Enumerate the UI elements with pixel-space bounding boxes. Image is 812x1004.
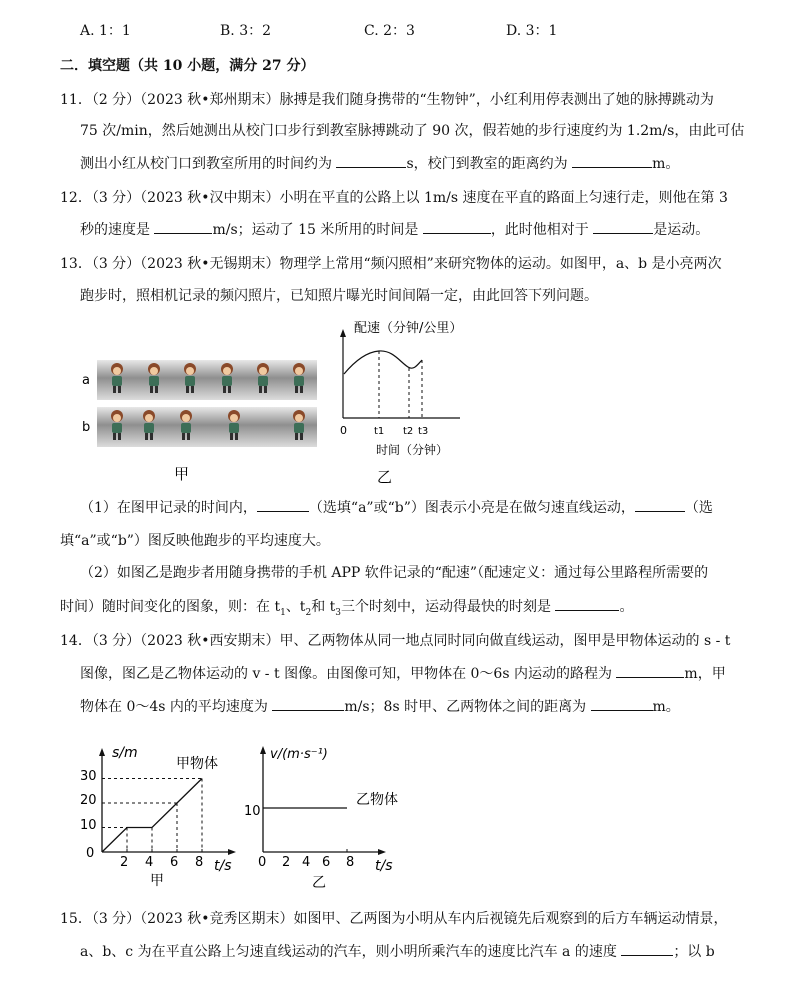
pace-tick-t2: t2 [403, 426, 414, 437]
vt-series-name: 乙物体 [356, 792, 398, 808]
st-xtick-6: 6 [170, 855, 179, 870]
q13-p1-text-c: （选 [684, 500, 713, 516]
choice-d: D. 3：1 [506, 23, 558, 39]
pace-ylabel: 配速（分钟/公里） [354, 321, 463, 336]
q12-line2 [80, 219, 709, 240]
st-ytick-20: 20 [80, 793, 97, 808]
q13-line2: 跑步时，照相机记录的频闪照片，已知照片曝光时间间隔一定，由此回答下列问题。 [80, 288, 598, 304]
q13-pace-chart [330, 312, 470, 490]
vt-caption: 乙 [312, 875, 326, 891]
st-xtick-4: 4 [145, 855, 154, 870]
q11-line1: 11．（2 分）（2023 秋•郑州期末）脉搏是我们随身携带的“生物钟”，小红利用停表测出了她的脉搏跳动为 [60, 92, 714, 108]
st-ytick-10: 10 [80, 818, 97, 833]
subscript-2: 2 [305, 607, 312, 618]
q13-blank-fastest[interactable] [555, 596, 619, 611]
q11-line2: 75 次/min，然后她测出从校门口步行到教室脉搏跳动了 90 次，假若她的步行速度约为 1.2m/s，由此可估 [80, 123, 745, 139]
row-b-label: b [82, 420, 91, 435]
q12-text-c: ，此时他相对于 [490, 222, 589, 238]
q11-blank-time[interactable] [336, 153, 406, 168]
strip-a [97, 360, 317, 400]
q13-part2: （2）如图乙是跑步者用随身携带的手机 APP 软件记录的“配速”（配速定义：通过每公里路程所需要的 [80, 565, 709, 581]
choice-c: C. 2：3 [364, 23, 415, 39]
st-ytick-0: 0 [86, 846, 95, 861]
q13-part2-cont [60, 596, 633, 618]
q14-line2 [80, 663, 726, 684]
x-axis-arrow [378, 849, 386, 855]
vt-xtick-4: 4 [302, 855, 311, 870]
q13-p2-end: 。 [619, 599, 634, 615]
q15-line1: 15．（3 分）（2023 秋•竞秀区期末）如图甲、乙两图为小明从车内后视镜先后观察到的后方车辆运动情景， [60, 911, 728, 927]
fig-jia-caption: 甲 [174, 465, 190, 483]
q14-blank-avg-speed[interactable] [272, 696, 344, 711]
q15-blank-compare[interactable] [621, 941, 673, 956]
q14-text-c: 物体在 0～4s 内的平均速度为 [80, 699, 268, 715]
q12-blank-reference[interactable] [593, 219, 653, 234]
y-axis-arrow [99, 748, 105, 756]
st-series-name: 甲物体 [176, 756, 218, 772]
q14-line1: 14．（3 分）（2023 秋•西安期末）甲、乙两物体从同一地点同时同向做直线运动，图甲是甲物体运动的 s - t [60, 633, 731, 649]
vt-ylabel: v/(m·s⁻¹) [270, 747, 328, 762]
q11-text-a: 测出小红从校门口到教室所用的时间约为 [80, 156, 332, 172]
st-caption: 甲 [150, 873, 164, 889]
q13-p1-text-a: （1）在图甲记录的时间内， [80, 500, 257, 516]
q13-blank-uniform[interactable] [257, 497, 309, 512]
q11-text-b: s，校门到教室的距离约为 [406, 156, 568, 172]
y-axis-arrow [260, 746, 266, 754]
q14-text-d: m/s；8s 时甲、乙两物体之间的距离为 [344, 699, 587, 715]
subscript-1: 1 [280, 607, 286, 618]
st-ylabel: s/m [112, 745, 138, 761]
pace-xlabel: 时间（分钟） [376, 443, 449, 457]
q12-text-d: 是运动。 [653, 222, 710, 238]
q13-p2-text: 时间）随时间变化的图象，则：在 t [60, 599, 281, 615]
q14-line3 [80, 696, 680, 717]
q13-part1 [80, 497, 713, 518]
st-xlabel: t/s [214, 858, 232, 874]
pace-tick-t3: t3 [418, 426, 429, 437]
vt-xtick-0: 0 [258, 855, 267, 870]
q13-p2-text: 三个时刻中，运动得最快的时刻是 [341, 599, 551, 615]
vt-xtick-6: 6 [322, 855, 331, 870]
strip-b [97, 407, 317, 447]
q14-blank-gap[interactable] [591, 696, 653, 711]
q14-st-chart [80, 742, 250, 892]
q13-line1: 13．（3 分）（2023 秋•无锡期末）物理学上常用“频闪照相”来研究物体的运动。如图甲，a、b 是小亮两次 [60, 256, 722, 272]
q11-line3 [80, 153, 679, 174]
q15-text-a: a、b、c 为在平直公路上匀速直线运动的汽车，则小明所乘汽车的速度比汽车 a 的速度 [80, 944, 617, 960]
x-axis-arrow [228, 849, 236, 855]
q11-text-c: m。 [652, 156, 680, 172]
pace-tick-0: 0 [340, 424, 347, 437]
pace-tick-t1: t1 [374, 426, 385, 437]
st-xtick-8: 8 [195, 855, 204, 870]
q15-line2 [80, 941, 715, 962]
q13-strobe-figure [80, 355, 320, 485]
q13-blank-faster[interactable] [635, 497, 685, 512]
q13-p1-text-b: （选填“a”或“b”）图表示小亮是在做匀速直线运动， [308, 500, 635, 516]
q14-text-a: 图像，图乙是乙物体运动的 v - t 图像。由图像可知，甲物体在 0～6s 内运动的路程为 [80, 666, 612, 682]
section-title: 二．填空题（共 10 小题，满分 27 分） [60, 58, 315, 74]
q13-p2-text: 、t [285, 599, 306, 615]
st-ytick-30: 30 [80, 769, 97, 784]
q12-line1: 12．（3 分）（2023 秋•汉中期末）小明在平直的公路上以 1m/s 速度在平直的路面上匀速行走，则他在第 3 [60, 190, 728, 206]
q12-text-b: m/s；运动了 15 米所用的时间是 [212, 222, 419, 238]
q14-text-e: m。 [652, 699, 680, 715]
vt-xlabel: t/s [375, 858, 393, 874]
q14-vt-chart [242, 742, 412, 892]
q13-part1-cont: 填“a”或“b”）图反映他跑步的平均速度大。 [60, 533, 330, 549]
q11-blank-distance[interactable] [572, 153, 652, 168]
row-a-label: a [82, 373, 90, 388]
st-xtick-2: 2 [120, 855, 129, 870]
choice-b: B. 3：2 [220, 23, 272, 39]
pace-curve [344, 351, 422, 374]
q14-text-b: m，甲 [684, 666, 726, 682]
q15-text-b: ；以 b [673, 944, 715, 960]
q13-p2-text: 和 t [311, 599, 336, 615]
q12-blank-speed[interactable] [154, 219, 212, 234]
q12-blank-time[interactable] [423, 219, 491, 234]
vt-ytick-10: 10 [244, 804, 261, 819]
q14-blank-distance[interactable] [616, 663, 684, 678]
choice-a: A. 1：1 [80, 23, 131, 39]
vt-xtick-2: 2 [282, 855, 291, 870]
fig-yi-caption: 乙 [377, 468, 393, 486]
pace-y-arrow [340, 329, 346, 337]
q12-text-a: 秒的速度是 [80, 222, 150, 238]
subscript-3: 3 [335, 607, 341, 618]
vt-xtick-8: 8 [346, 855, 355, 870]
